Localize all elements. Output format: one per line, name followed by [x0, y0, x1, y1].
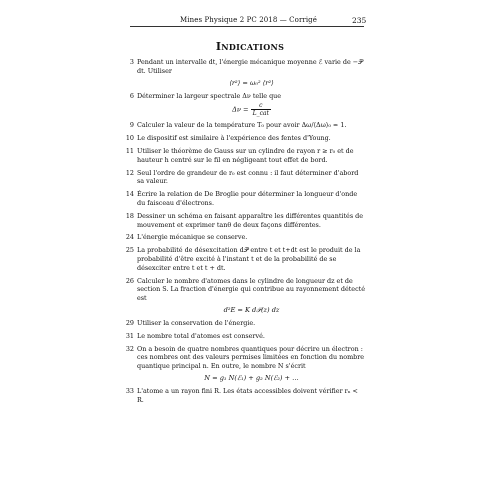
page-number: 235 — [352, 16, 367, 25]
hint-number: 18 — [125, 211, 134, 220]
hint-text: Calculer la valeur de la température T₀ pour avoir Δω/⟨Δω⟩₀ ≃ 1. — [137, 121, 347, 130]
hint-text: On a besoin de quatre nombres quantiques pour décrire un électron : ces nombres ont des valeurs permises limitées en fonction du nombre quantique principal n. En outre, le nombre N s'écrit — [137, 344, 365, 371]
hint-text: Le dispositif est similaire à l'expérience des fentes d'Young. — [137, 134, 331, 143]
hint-text: Seul l'ordre de grandeur de r₀ est connu : il faut déterminer d'abord sa valeur. — [137, 168, 359, 186]
hint-item — [126, 319, 366, 328]
hint-number: 6 — [129, 91, 134, 100]
hint-item — [126, 212, 366, 230]
hint-number: 3 — [129, 58, 134, 66]
header-title: Mines Physique 2 PC 2018 — Corrigé — [180, 16, 317, 24]
hint-text: Utiliser la conservation de l'énergie. — [137, 318, 256, 327]
hint-equation: d²E = K d𝒫(z) dz — [223, 305, 280, 314]
hint-number: 11 — [125, 146, 134, 155]
equation-fraction — [251, 102, 271, 117]
running-header — [0, 16, 500, 30]
hint-item — [126, 332, 366, 341]
hint-number: 10 — [125, 134, 134, 143]
hint-item — [126, 58, 366, 88]
hint-number: 25 — [125, 246, 134, 255]
hint-equation: N = g₁ N(ℰ₁) + g₂ N(ℰ₂) + … — [204, 373, 299, 382]
hint-item — [126, 246, 366, 272]
hint-number: 26 — [125, 276, 134, 285]
fraction-numerator: c — [251, 102, 271, 110]
hint-equation — [137, 102, 366, 117]
hint-item — [126, 92, 366, 118]
hint-text: Écrire la relation de De Broglie pour déterminer la longueur d'onde du faisceau d'électrons. — [137, 190, 358, 207]
hint-text: L'atome a un rayon fini R. Les états accessibles doivent vérifier rₙ < R. — [137, 386, 358, 404]
hints-list — [126, 58, 366, 409]
hint-number: 33 — [125, 386, 134, 395]
header-rule — [130, 26, 364, 27]
hint-number: 14 — [125, 190, 134, 199]
hint-item — [126, 134, 366, 143]
hint-item — [126, 345, 366, 383]
fraction-denominator: L_cat — [252, 110, 269, 118]
equation-lhs: Δν = — [232, 105, 251, 114]
hint-text: L'énergie mécanique se conserve. — [137, 233, 248, 242]
hint-item — [126, 190, 366, 208]
hint-text: Dessiner un schéma en faisant apparaître les différentes quantités de mouvement et exprimer tanθ de deux façons différentes. — [137, 211, 364, 229]
hint-text: Le nombre total d'atomes est conservé. — [137, 331, 265, 340]
hint-text: La probabilité de désexcitation d𝒫 entre t et t+dt est le produit de la probabilité d'être excité à l'instant t et de la probabilité de se désexciter entre t et t + dt. — [137, 246, 361, 272]
hint-number: 31 — [125, 331, 134, 340]
section-title: Indications — [215, 40, 285, 53]
hint-item — [126, 121, 366, 130]
hint-equation: ⟨r²⟩ = ω₀² ⟨r²⟩ — [229, 78, 274, 87]
hint-number: 12 — [125, 168, 134, 177]
hint-number: 24 — [125, 233, 134, 242]
hint-item — [126, 387, 366, 405]
hint-text: Calculer le nombre d'atomes dans le cylindre de longueur dz et de section S. La fraction d'énergie qui contribue au rayonnement détecté est — [137, 276, 366, 303]
hint-number: 29 — [125, 318, 134, 327]
hint-item — [126, 147, 366, 165]
hint-item — [126, 233, 366, 242]
hint-text: Pendant un intervalle dt, l'énergie mécanique moyenne ℰ varie de −𝒫 dt. Utiliser — [137, 58, 363, 75]
hint-number: 9 — [129, 121, 134, 130]
hint-text: Utiliser le théorème de Gauss sur un cylindre de rayon r ≥ r₀ et de hauteur h centré sur le fil en négligeant tout effet de bord. — [137, 146, 354, 164]
hint-number: 32 — [125, 344, 134, 353]
hint-text: Déterminer la largeur spectrale Δν telle que — [137, 91, 282, 100]
hint-item — [126, 277, 366, 315]
hint-item — [126, 169, 366, 187]
